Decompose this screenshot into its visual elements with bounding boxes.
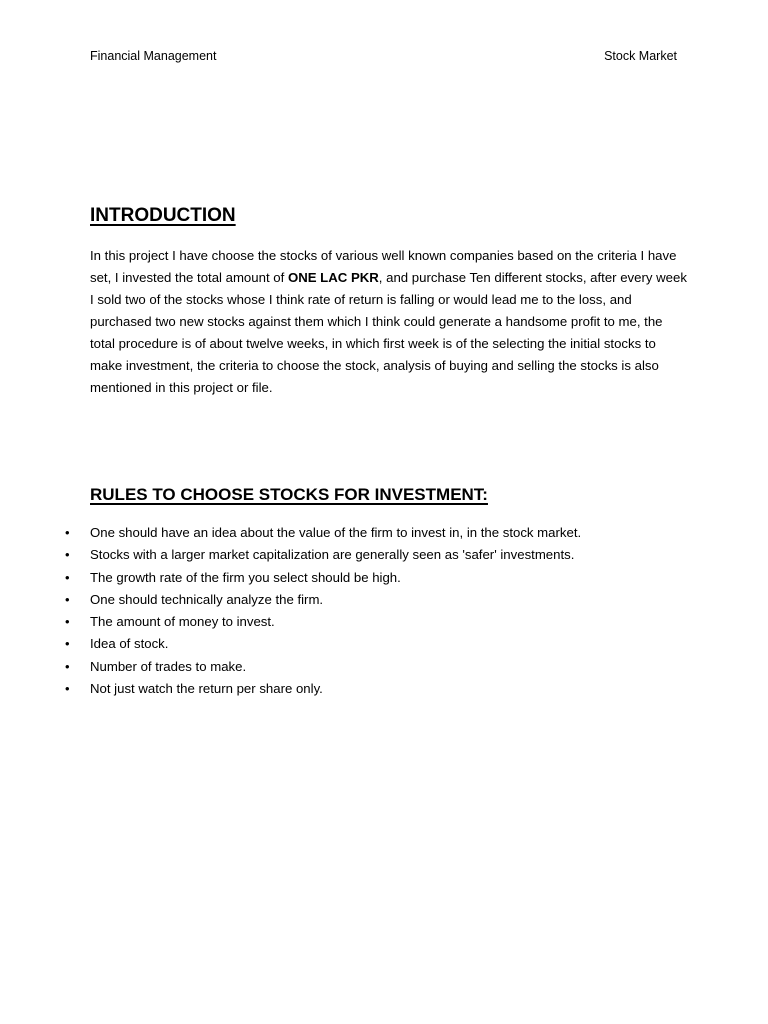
introduction-amount-bold: ONE LAC PKR	[287, 270, 379, 285]
page-header	[90, 46, 677, 66]
introduction-paragraph	[90, 245, 690, 399]
rule-item	[62, 611, 682, 633]
bullet-icon: •	[65, 591, 70, 607]
rule-item-text: One should technically analyze the firm.	[90, 591, 324, 607]
rule-item-text: Not just watch the return per share only.	[90, 681, 323, 697]
bullet-icon: •	[65, 614, 70, 630]
introduction-heading: INTRODUCTION	[90, 205, 236, 226]
bullet-icon: •	[65, 681, 70, 697]
introduction-text-start: In this project I have choose the stocks of various well known companies based on the criteria I have set, I invested the total amount of	[90, 248, 677, 285]
rule-item	[62, 678, 682, 700]
bullet-icon: •	[65, 547, 70, 563]
rule-item	[62, 633, 682, 655]
rule-item-text: One should have an idea about the value of the firm to invest in, in the stock market.	[90, 525, 582, 540]
rule-item	[62, 589, 682, 611]
introduction-text-end: , and purchase Ten different stocks, after every week I sold two of the stocks whose I think rate of return is falling or would lead me to the loss, and purchased two new stocks against them which I think could generate a handsome profit to me, the total procedure is of about twelve weeks, in which first week is of the selecting the initial stocks to make investment, the criteria to choose the stock, analysis of buying and selling the stocks is also mentioned in this project or file.	[90, 270, 687, 395]
rule-item-text: Stocks with a larger market capitalization are generally seen as 'safer' investments.	[90, 547, 575, 563]
rule-item	[62, 656, 682, 678]
bullet-icon: •	[65, 636, 70, 652]
rule-item-text: The growth rate of the firm you select should be high.	[90, 569, 401, 585]
bullet-icon: •	[65, 658, 70, 674]
rule-item	[62, 567, 682, 589]
rule-item-text: Idea of stock.	[90, 636, 169, 652]
header-left-title: Financial Management	[90, 49, 217, 63]
bullet-icon: •	[65, 569, 70, 585]
rule-item	[62, 522, 682, 544]
rule-item	[62, 544, 682, 566]
rules-heading: RULES TO CHOOSE STOCKS FOR INVESTMENT:	[90, 485, 488, 504]
header-right-title: Stock Market	[604, 49, 677, 63]
rule-item-text: The amount of money to invest.	[90, 614, 275, 630]
rule-item-text: Number of trades to make.	[90, 658, 247, 674]
bullet-icon: •	[65, 525, 70, 540]
rules-list	[62, 522, 682, 700]
